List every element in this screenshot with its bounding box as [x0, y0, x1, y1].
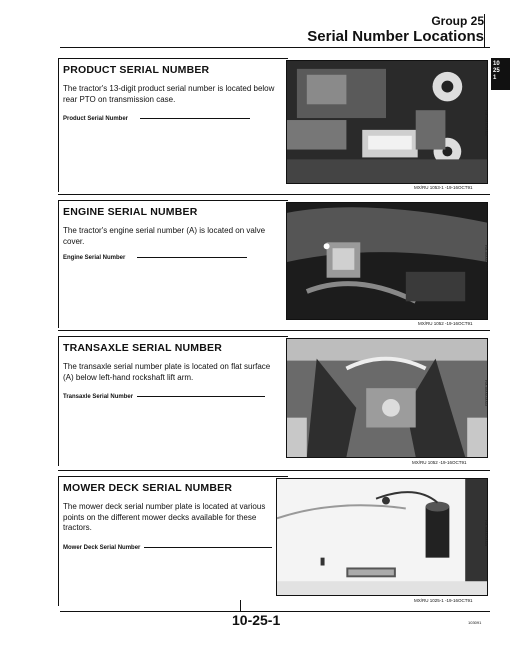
field-row — [63, 255, 247, 261]
field-label: Engine Serial Number — [63, 255, 126, 261]
side-code: RX-0000-0004 — [484, 520, 489, 547]
group-label: Group 25 — [431, 14, 484, 28]
section-body: The tractor's 13-digit product serial number is located below rear PTO on transmission case. — [63, 84, 275, 104]
photo-code: MX/RU 1052 -19-16OCT91 — [418, 321, 473, 326]
photo-code: MX/RU 1052 -19-16OCT91 — [412, 460, 467, 465]
section-title: MOWER DECK SERIAL NUMBER — [63, 482, 233, 494]
photo-mower-deck-serial — [276, 478, 488, 596]
photo-product-serial — [286, 60, 488, 184]
section-frame-top — [58, 336, 288, 337]
section-frame — [58, 200, 59, 328]
section-frame-top — [58, 200, 288, 201]
field-fill-line[interactable] — [140, 118, 250, 119]
section-tab-marker — [491, 58, 510, 90]
page-header — [307, 14, 484, 46]
section-title: PRODUCT SERIAL NUMBER — [63, 64, 210, 76]
section-separator — [58, 470, 490, 471]
section-frame-top — [58, 476, 288, 477]
field-row — [63, 394, 265, 400]
section-separator — [58, 194, 490, 195]
photo-code: MX/RU 1053-1 -19-16OCT91 — [414, 185, 473, 190]
photo-transaxle-serial — [286, 338, 488, 458]
section-title: TRANSAXLE SERIAL NUMBER — [63, 342, 222, 354]
field-fill-line[interactable] — [144, 547, 272, 548]
section-frame — [58, 476, 59, 606]
print-code: 103091 — [468, 620, 482, 625]
section-frame-top — [58, 58, 288, 59]
section-title: ENGINE SERIAL NUMBER — [63, 206, 198, 218]
page-number: 10-25-1 — [232, 612, 281, 628]
page-title: Serial Number Locations — [307, 28, 484, 45]
header-rule — [60, 47, 490, 48]
field-row — [63, 545, 272, 551]
section-frame — [58, 336, 59, 466]
photo-code: MX/RU 1025-1 -19-16OCT91 — [414, 598, 473, 603]
field-label: Mower Deck Serial Number — [63, 545, 141, 551]
header-tick — [484, 14, 485, 48]
field-label: Product Serial Number — [63, 116, 129, 122]
side-code: RX-0000-0002 — [484, 245, 489, 272]
side-code: RX-0000-0001 — [484, 110, 489, 137]
photo-engine-serial — [286, 202, 488, 320]
field-fill-line[interactable] — [137, 396, 265, 397]
section-body: The transaxle serial number plate is located on flat surface (A) below left-hand rockshaft lift arm. — [63, 362, 271, 382]
tab-text: 10 25 1 — [493, 61, 500, 81]
field-fill-line[interactable] — [137, 257, 247, 258]
side-code: RX-0000-0003 — [484, 380, 489, 407]
field-label: Transaxle Serial Number — [63, 394, 134, 400]
section-separator — [58, 330, 490, 331]
section-body: The tractor's engine serial number (A) is located on valve cover. — [63, 226, 266, 246]
field-row — [63, 116, 250, 122]
section-body: The mower deck serial number plate is located at various points on the different mower decks available for these tractors. — [63, 502, 266, 532]
section-frame — [58, 58, 59, 192]
